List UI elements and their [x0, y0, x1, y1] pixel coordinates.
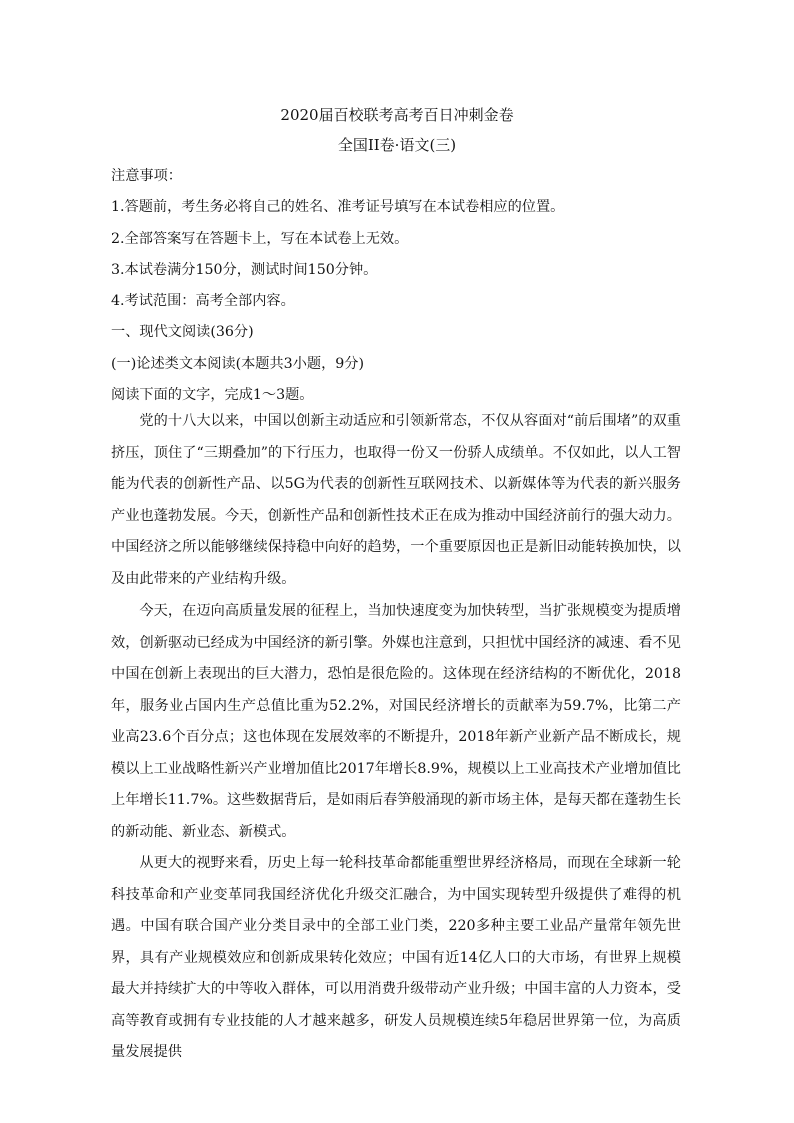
note-item: 1.答题前，考生务必将自己的姓名、准考证号填写在本试卷相应的位置。 [111, 199, 565, 215]
section-title: 一、现代文阅读(36分) [111, 324, 254, 340]
section-subtitle: (一)论述类文本阅读(本题共3小题，9分) [111, 356, 365, 372]
note-item: 4.考试范围：高考全部内容。 [111, 293, 295, 309]
note-item: 2.全部答案写在答题卡上，写在本试卷上无效。 [111, 231, 409, 247]
body-paragraph-3: 从更大的视野来看，历史上每一轮科技革命都能重塑世界经济格局，而现在全球新一轮科技革命和产业变革同我国经济优化升级交汇融合，为中国实现转型升级提供了难得的机遇。中国有联合国产业分类目录中的全部工业门类，220多种主要工业品产量常年领先世界，具有产业规模效应和创新成果转化效应；中国有近14亿人口的大市场，有世界上规模最大并持续扩大的中等收入群体，可以用消费升级带动产业升级；中国丰富的人力资本，受高等教育或拥有专业技能的人才越来越多，研发人员规模连续5年稳居世界第一位，为高质量发展提供 [111, 855, 681, 1060]
exam-subtitle: 全国II卷·语文(三) [337, 136, 457, 154]
notes-heading: 注意事项： [111, 168, 182, 184]
note-item: 3.本试卷满分150分，测试时间150分钟。 [111, 262, 378, 278]
body-paragraph-2: 今天，在迈向高质量发展的征程上，当加快速度变为加快转型，当扩张规模变为提质增效，创新驱动已经成为中国经济的新引擎。外媒也注意到，只担忧中国经济的减速、看不见中国在创新上表现出的巨大潜力，恐怕是很危险的。这体现在经济结构的不断优化，2018年，服务业占国内生产总值比重为52.2%，对国民经济增长的贡献率为59.7%，比第二产业高23.6个百分点；这也体现在发展效率的不断提升，2018年新产业新产品不断成长，规模以上工业战略性新兴产业增加值比2017年增长8.9%，规模以上工业高技术产业增加值比上年增长11.7%。这些数据背后，是如雨后春笋般涌现的新市场主体，是每天都在蓬勃生长的新动能、新业态、新模式。 [111, 603, 682, 840]
section-instruction: 阅读下面的文字，完成1～3题。 [111, 387, 314, 403]
exam-title: 2020届百校联考高考百日冲刺金卷 [280, 106, 514, 124]
body-paragraph-1: 党的十八大以来，中国以创新主动适应和引领新常态，不仅从容面对“前后围堵”的双重挤压，顶住了“三期叠加”的下行压力，也取得一份又一份骄人成绩单。不仅如此，以人工智能为代表的创新性产品、以5G为代表的创新性互联网技术、以新媒体等为代表的新兴服务产业也蓬勃发展。今天，创新性产品和创新性技术正在成为推动中国经济前行的强大动力。中国经济之所以能够继续保持稳中向好的趋势，一个重要原因也正是新旧动能转换加快，以及由此带来的产业结构升级。 [111, 413, 681, 587]
